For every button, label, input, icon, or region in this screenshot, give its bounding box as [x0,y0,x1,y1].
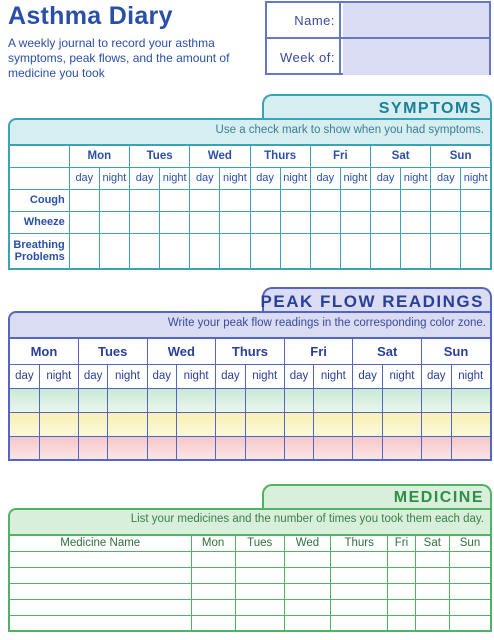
peak-flow-table [8,337,492,461]
medicine-count-cell[interactable] [235,583,284,599]
medicine-count-cell[interactable] [331,567,388,583]
symptoms-day-fri: Fri [310,145,370,167]
night-check-cell[interactable] [340,189,370,211]
symptom-label: Wheeze [9,211,69,233]
day-reading-cell[interactable] [216,436,245,460]
night-check-cell[interactable] [340,211,370,233]
medicine-count-cell[interactable] [191,567,235,583]
medicine-row [9,599,491,615]
medicine-count-cell[interactable] [235,615,284,631]
day-reading-cell[interactable] [422,388,451,412]
day-label: day [371,167,401,189]
day-check-cell[interactable] [371,211,401,233]
peak-flow-day-wed: Wed [147,338,216,364]
medicine-row [9,583,491,599]
medicine-title: MEDICINE [393,489,484,506]
day-reading-cell[interactable] [284,388,313,412]
medicine-count-cell[interactable] [191,599,235,615]
day-reading-cell[interactable] [422,436,451,460]
day-label: day [431,167,461,189]
day-reading-cell[interactable] [353,436,382,460]
name-label: Name: [267,3,341,37]
night-reading-cell[interactable] [39,412,78,436]
night-reading-cell[interactable] [245,388,284,412]
medicine-count-cell[interactable] [284,615,330,631]
night-reading-cell[interactable] [382,388,421,412]
medicine-count-cell[interactable] [450,551,491,567]
night-check-cell[interactable] [160,211,190,233]
day-check-cell[interactable] [431,189,461,211]
day-reading-cell[interactable] [78,436,107,460]
peak-flow-day-mon: Mon [9,338,78,364]
day-reading-cell[interactable] [147,412,176,436]
medicine-count-cell[interactable] [388,599,415,615]
medicine-count-cell[interactable] [415,551,449,567]
symptoms-table [8,144,492,270]
day-reading-cell[interactable] [353,388,382,412]
night-label: night [280,167,310,189]
night-check-cell[interactable] [160,189,190,211]
medicine-count-cell[interactable] [415,615,449,631]
day-check-cell[interactable] [250,211,280,233]
peak-flow-day-tues: Tues [78,338,147,364]
red-zone-row [9,436,491,460]
night-reading-cell[interactable] [108,412,147,436]
day-reading-cell[interactable] [9,388,39,412]
day-reading-cell[interactable] [78,412,107,436]
day-label: day [216,364,245,388]
medicine-count-cell[interactable] [415,567,449,583]
medicine-name-cell[interactable] [9,551,191,567]
medicine-count-cell[interactable] [415,599,449,615]
peak-flow-day-sat: Sat [353,338,422,364]
night-label: night [39,364,78,388]
medicine-count-cell[interactable] [331,599,388,615]
night-check-cell[interactable] [280,189,310,211]
night-check-cell[interactable] [99,189,129,211]
day-label: day [147,364,176,388]
night-label: night [220,167,250,189]
medicine-name-cell[interactable] [9,599,191,615]
night-label: night [451,364,491,388]
night-label: night [461,167,491,189]
medicine-row [9,615,491,631]
day-check-cell[interactable] [69,189,99,211]
night-reading-cell[interactable] [382,436,421,460]
medicine-count-cell[interactable] [331,615,388,631]
medicine-row [9,567,491,583]
medicine-header-row [9,535,491,551]
symptom-row [9,233,491,269]
day-check-cell[interactable] [371,189,401,211]
peak-flow-day-row [9,338,491,364]
night-reading-cell[interactable] [382,412,421,436]
night-label: night [401,167,431,189]
day-label: day [130,167,160,189]
medicine-count-cell[interactable] [450,583,491,599]
night-label: night [108,364,147,388]
medicine-count-cell[interactable] [191,583,235,599]
night-reading-cell[interactable] [245,412,284,436]
night-reading-cell[interactable] [451,388,491,412]
medicine-day-thurs: Thurs [331,535,388,551]
night-check-cell[interactable] [280,211,310,233]
medicine-name-cell[interactable] [9,583,191,599]
night-label: night [314,364,353,388]
day-label: day [69,167,99,189]
night-label: night [340,167,370,189]
corner-cell [9,145,69,167]
day-check-cell[interactable] [130,211,160,233]
night-reading-cell[interactable] [108,388,147,412]
medicine-count-cell[interactable] [388,583,415,599]
night-reading-cell[interactable] [177,412,216,436]
day-check-cell[interactable] [130,189,160,211]
night-check-cell[interactable] [461,189,491,211]
day-check-cell[interactable] [371,233,401,269]
night-check-cell[interactable] [401,189,431,211]
night-check-cell[interactable] [401,233,431,269]
intro-text: A weekly journal to record your asthma symptoms, peak flows, and the amount of medicine you took [8,36,230,80]
medicine-count-cell[interactable] [284,583,330,599]
medicine-name-cell[interactable] [9,615,191,631]
symptom-row [9,189,491,211]
day-reading-cell[interactable] [9,436,39,460]
night-check-cell[interactable] [220,189,250,211]
day-label: day [9,364,39,388]
symptoms-title: SYMPTOMS [378,100,482,117]
medicine-day-wed: Wed [284,535,330,551]
day-check-cell[interactable] [69,233,99,269]
peak-flow-day-sun: Sun [422,338,491,364]
medicine-name-header: Medicine Name [9,535,191,551]
night-check-cell[interactable] [220,233,250,269]
symptoms-day-sun: Sun [431,145,491,167]
night-reading-cell[interactable] [314,412,353,436]
day-reading-cell[interactable] [216,412,245,436]
week-field[interactable] [343,39,489,75]
night-label: night [99,167,129,189]
symptoms-day-sat: Sat [371,145,431,167]
corner-cell [9,167,69,189]
day-check-cell[interactable] [190,211,220,233]
day-reading-cell[interactable] [284,412,313,436]
medicine-count-cell[interactable] [284,551,330,567]
night-reading-cell[interactable] [39,388,78,412]
day-label: day [353,364,382,388]
medicine-subtitle: List your medicines and the number of times you took them each day. [130,513,484,525]
night-reading-cell[interactable] [451,436,491,460]
night-check-cell[interactable] [99,211,129,233]
name-row [267,3,489,39]
name-field[interactable] [343,3,489,37]
night-reading-cell[interactable] [314,388,353,412]
night-label: night [245,364,284,388]
day-label: day [250,167,280,189]
medicine-day-mon: Mon [191,535,235,551]
day-reading-cell[interactable] [147,436,176,460]
day-check-cell[interactable] [431,233,461,269]
medicine-day-fri: Fri [388,535,415,551]
night-reading-cell[interactable] [314,436,353,460]
green-zone-row [9,388,491,412]
day-reading-cell[interactable] [353,412,382,436]
day-check-cell[interactable] [310,189,340,211]
night-check-cell[interactable] [340,233,370,269]
medicine-row [9,551,491,567]
night-check-cell[interactable] [220,211,250,233]
day-reading-cell[interactable] [284,436,313,460]
medicine-count-cell[interactable] [450,615,491,631]
medicine-count-cell[interactable] [388,615,415,631]
night-check-cell[interactable] [461,211,491,233]
peak-flow-day-fri: Fri [284,338,353,364]
medicine-count-cell[interactable] [450,567,491,583]
symptom-label: Cough [9,189,69,211]
day-check-cell[interactable] [69,211,99,233]
day-check-cell[interactable] [190,189,220,211]
day-check-cell[interactable] [310,211,340,233]
symptoms-day-tues: Tues [130,145,190,167]
medicine-count-cell[interactable] [191,615,235,631]
night-reading-cell[interactable] [39,436,78,460]
night-check-cell[interactable] [280,233,310,269]
day-label: day [190,167,220,189]
medicine-count-cell[interactable] [388,567,415,583]
medicine-count-cell[interactable] [331,583,388,599]
week-label: Week of: [267,39,341,75]
peak-flow-title: PEAK FLOW READINGS [260,292,484,311]
medicine-count-cell[interactable] [235,599,284,615]
day-reading-cell[interactable] [9,412,39,436]
day-label: day [78,364,107,388]
day-check-cell[interactable] [250,233,280,269]
day-label: day [284,364,313,388]
peak-flow-daynight-row [9,364,491,388]
symptoms-day-row [9,145,491,167]
peak-flow-subtitle: Write your peak flow readings in the corresponding color zone. [167,317,486,329]
week-row [267,39,489,75]
medicine-count-cell[interactable] [388,551,415,567]
day-reading-cell[interactable] [216,388,245,412]
medicine-count-cell[interactable] [450,599,491,615]
day-label: day [310,167,340,189]
medicine-count-cell[interactable] [191,551,235,567]
night-check-cell[interactable] [401,211,431,233]
night-reading-cell[interactable] [177,436,216,460]
page-title: Asthma Diary [8,2,173,30]
night-reading-cell[interactable] [451,412,491,436]
symptoms-daynight-row [9,167,491,189]
symptom-label: Breathing Problems [9,233,69,269]
symptoms-day-thurs: Thurs [250,145,310,167]
medicine-day-sun: Sun [450,535,491,551]
name-week-box [265,1,491,75]
day-reading-cell[interactable] [147,388,176,412]
day-label: day [422,364,451,388]
night-check-cell[interactable] [461,233,491,269]
night-reading-cell[interactable] [245,436,284,460]
night-reading-cell[interactable] [177,388,216,412]
day-check-cell[interactable] [310,233,340,269]
day-check-cell[interactable] [431,211,461,233]
yellow-zone-row [9,412,491,436]
symptoms-subtitle: Use a check mark to show when you had symptoms. [215,124,484,136]
peak-flow-day-thurs: Thurs [216,338,285,364]
day-check-cell[interactable] [190,233,220,269]
medicine-count-cell[interactable] [415,583,449,599]
medicine-name-cell[interactable] [9,567,191,583]
night-label: night [160,167,190,189]
night-check-cell[interactable] [99,233,129,269]
symptom-row [9,211,491,233]
symptoms-day-wed: Wed [190,145,250,167]
night-label: night [382,364,421,388]
medicine-count-cell[interactable] [284,599,330,615]
medicine-count-cell[interactable] [331,551,388,567]
day-check-cell[interactable] [250,189,280,211]
day-reading-cell[interactable] [422,412,451,436]
medicine-count-cell[interactable] [284,567,330,583]
medicine-count-cell[interactable] [235,551,284,567]
medicine-day-tues: Tues [235,535,284,551]
night-reading-cell[interactable] [108,436,147,460]
night-check-cell[interactable] [160,233,190,269]
medicine-table [8,534,492,632]
day-reading-cell[interactable] [78,388,107,412]
night-label: night [177,364,216,388]
symptoms-day-mon: Mon [69,145,129,167]
medicine-count-cell[interactable] [235,567,284,583]
medicine-day-sat: Sat [415,535,449,551]
day-check-cell[interactable] [130,233,160,269]
